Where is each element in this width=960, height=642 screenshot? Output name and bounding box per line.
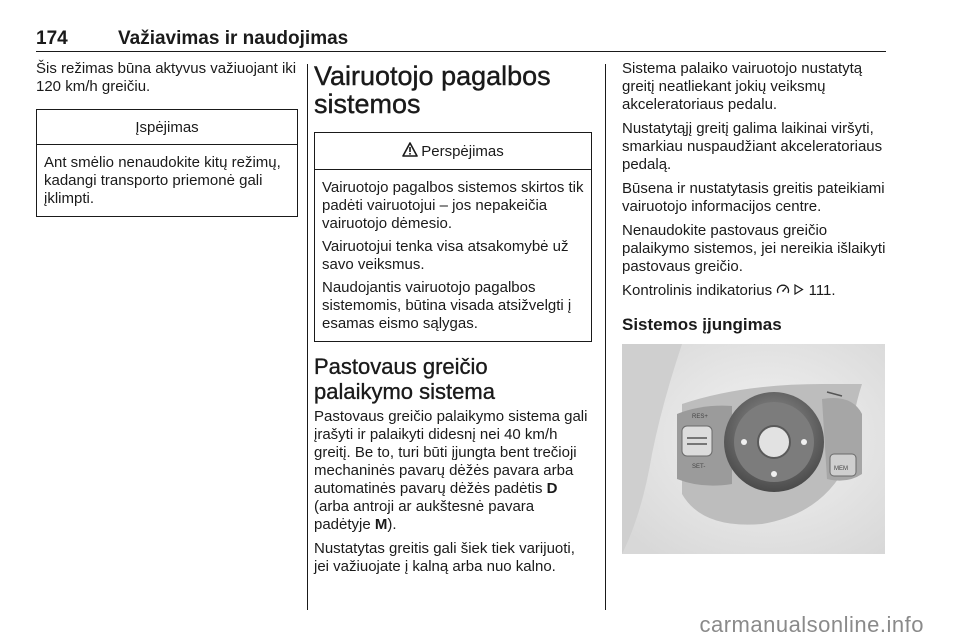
right-paragraph-1: Sistema palaiko vairuotojo nustatytą greitį neatliekant jokių veiksmų akceleratoriaus pedalu.: [622, 60, 863, 113]
warning-title: Perspėjimas: [421, 143, 504, 160]
cruise-control-icon: [776, 283, 790, 301]
column-left: [36, 60, 298, 217]
column-divider-2: [605, 64, 606, 610]
page-header: [36, 30, 886, 52]
cruise-p1-text-a: Pastovaus greičio palaikymo sistema gali įrašyti ir palaikyti didesnį nei 40 km/h greitį. Be to, turi būti įjungta bent trečioji mechaninės pavarų dėžės pavara arba automatinės pavarų dėžės padėtis: [314, 408, 588, 497]
warning-box: [314, 132, 592, 342]
cruise-paragraph-1: [314, 408, 592, 534]
notice-box: [36, 109, 298, 217]
label-set: SET-: [692, 464, 706, 470]
notice-text: Ant smėlio nenaudokite kitų režimų, kadangi transporto priemonė gali įklimpti.: [44, 154, 281, 207]
watermark: carmanualsonline.info: [699, 612, 924, 637]
cruise-p1-text-c: (arba antroji ar aukštesnė pavara padėtyje: [314, 498, 535, 533]
cruise-title: [314, 354, 592, 404]
notice-title: Įspėjimas: [37, 110, 297, 145]
right-paragraph-2: Nustatytąjį greitį galima laikinai viršyti, smarkiau nuspaudžiant akceleratoriaus pedalą.: [622, 120, 883, 173]
intro-text: Šis režimas būna aktyvus važiuojant iki 120 km/h greičiu.: [36, 60, 297, 95]
chapter-title: Važiavimas ir naudojimas: [118, 28, 349, 49]
warning-p2: Vairuotojui tenka visa atsakomybė už savo veiksmus.: [322, 238, 569, 273]
column-divider-1: [307, 64, 308, 610]
label-mem: MEM: [834, 466, 848, 472]
section-title: [314, 62, 592, 118]
cruise-title-line1: Pastovaus greičio: [314, 354, 488, 379]
gear-d: D: [546, 480, 558, 497]
warning-triangle-icon: [402, 142, 418, 161]
indicator-line: [622, 282, 888, 301]
notice-body: [37, 145, 297, 216]
section-title-line2: sistemos: [314, 89, 421, 119]
page-reference-arrow-icon: [794, 282, 804, 300]
steering-wheel-controls-figure: [622, 344, 885, 554]
column-right: [622, 60, 888, 554]
section-title-line1: Vairuotojo pagalbos: [314, 61, 551, 91]
cruise-title-line2: palaikymo sistema: [314, 379, 495, 404]
right-paragraph-4: Nenaudokite pastovaus greičio palaikymo sistemos, jei nereikia išlaikyti pastovaus greičio.: [622, 222, 886, 275]
page-number: 174: [36, 28, 68, 49]
cruise-paragraph-2: Nustatytas greitis gali šiek tiek varijuoti, jei važiuojate į kalną arba nuo kalno.: [314, 540, 575, 575]
indicator-page-ref[interactable]: 111.: [808, 282, 836, 299]
warning-p1: Vairuotojo pagalbos sistemos skirtos tik padėti vairuotojui – jos nepakeičia vairuotojo dėmesio.: [322, 179, 584, 232]
warning-p3: Naudojantis vairuotojo pagalbos sistemomis, būtina visada atsižvelgti į esamas eismo sąlygas.: [322, 279, 572, 332]
activation-title: Sistemos įjungimas: [622, 315, 782, 334]
warning-body: [315, 170, 591, 341]
warning-header: [315, 133, 591, 170]
right-paragraph-3: Būsena ir nustatytasis greitis pateikiami vairuotojo informacijos centre.: [622, 180, 885, 215]
cruise-p1-text-d: ).: [387, 516, 397, 533]
label-res: RES+: [692, 414, 708, 420]
indicator-label: Kontrolinis indikatorius: [622, 282, 773, 299]
gear-m: M: [374, 516, 388, 533]
column-middle: [314, 62, 592, 582]
